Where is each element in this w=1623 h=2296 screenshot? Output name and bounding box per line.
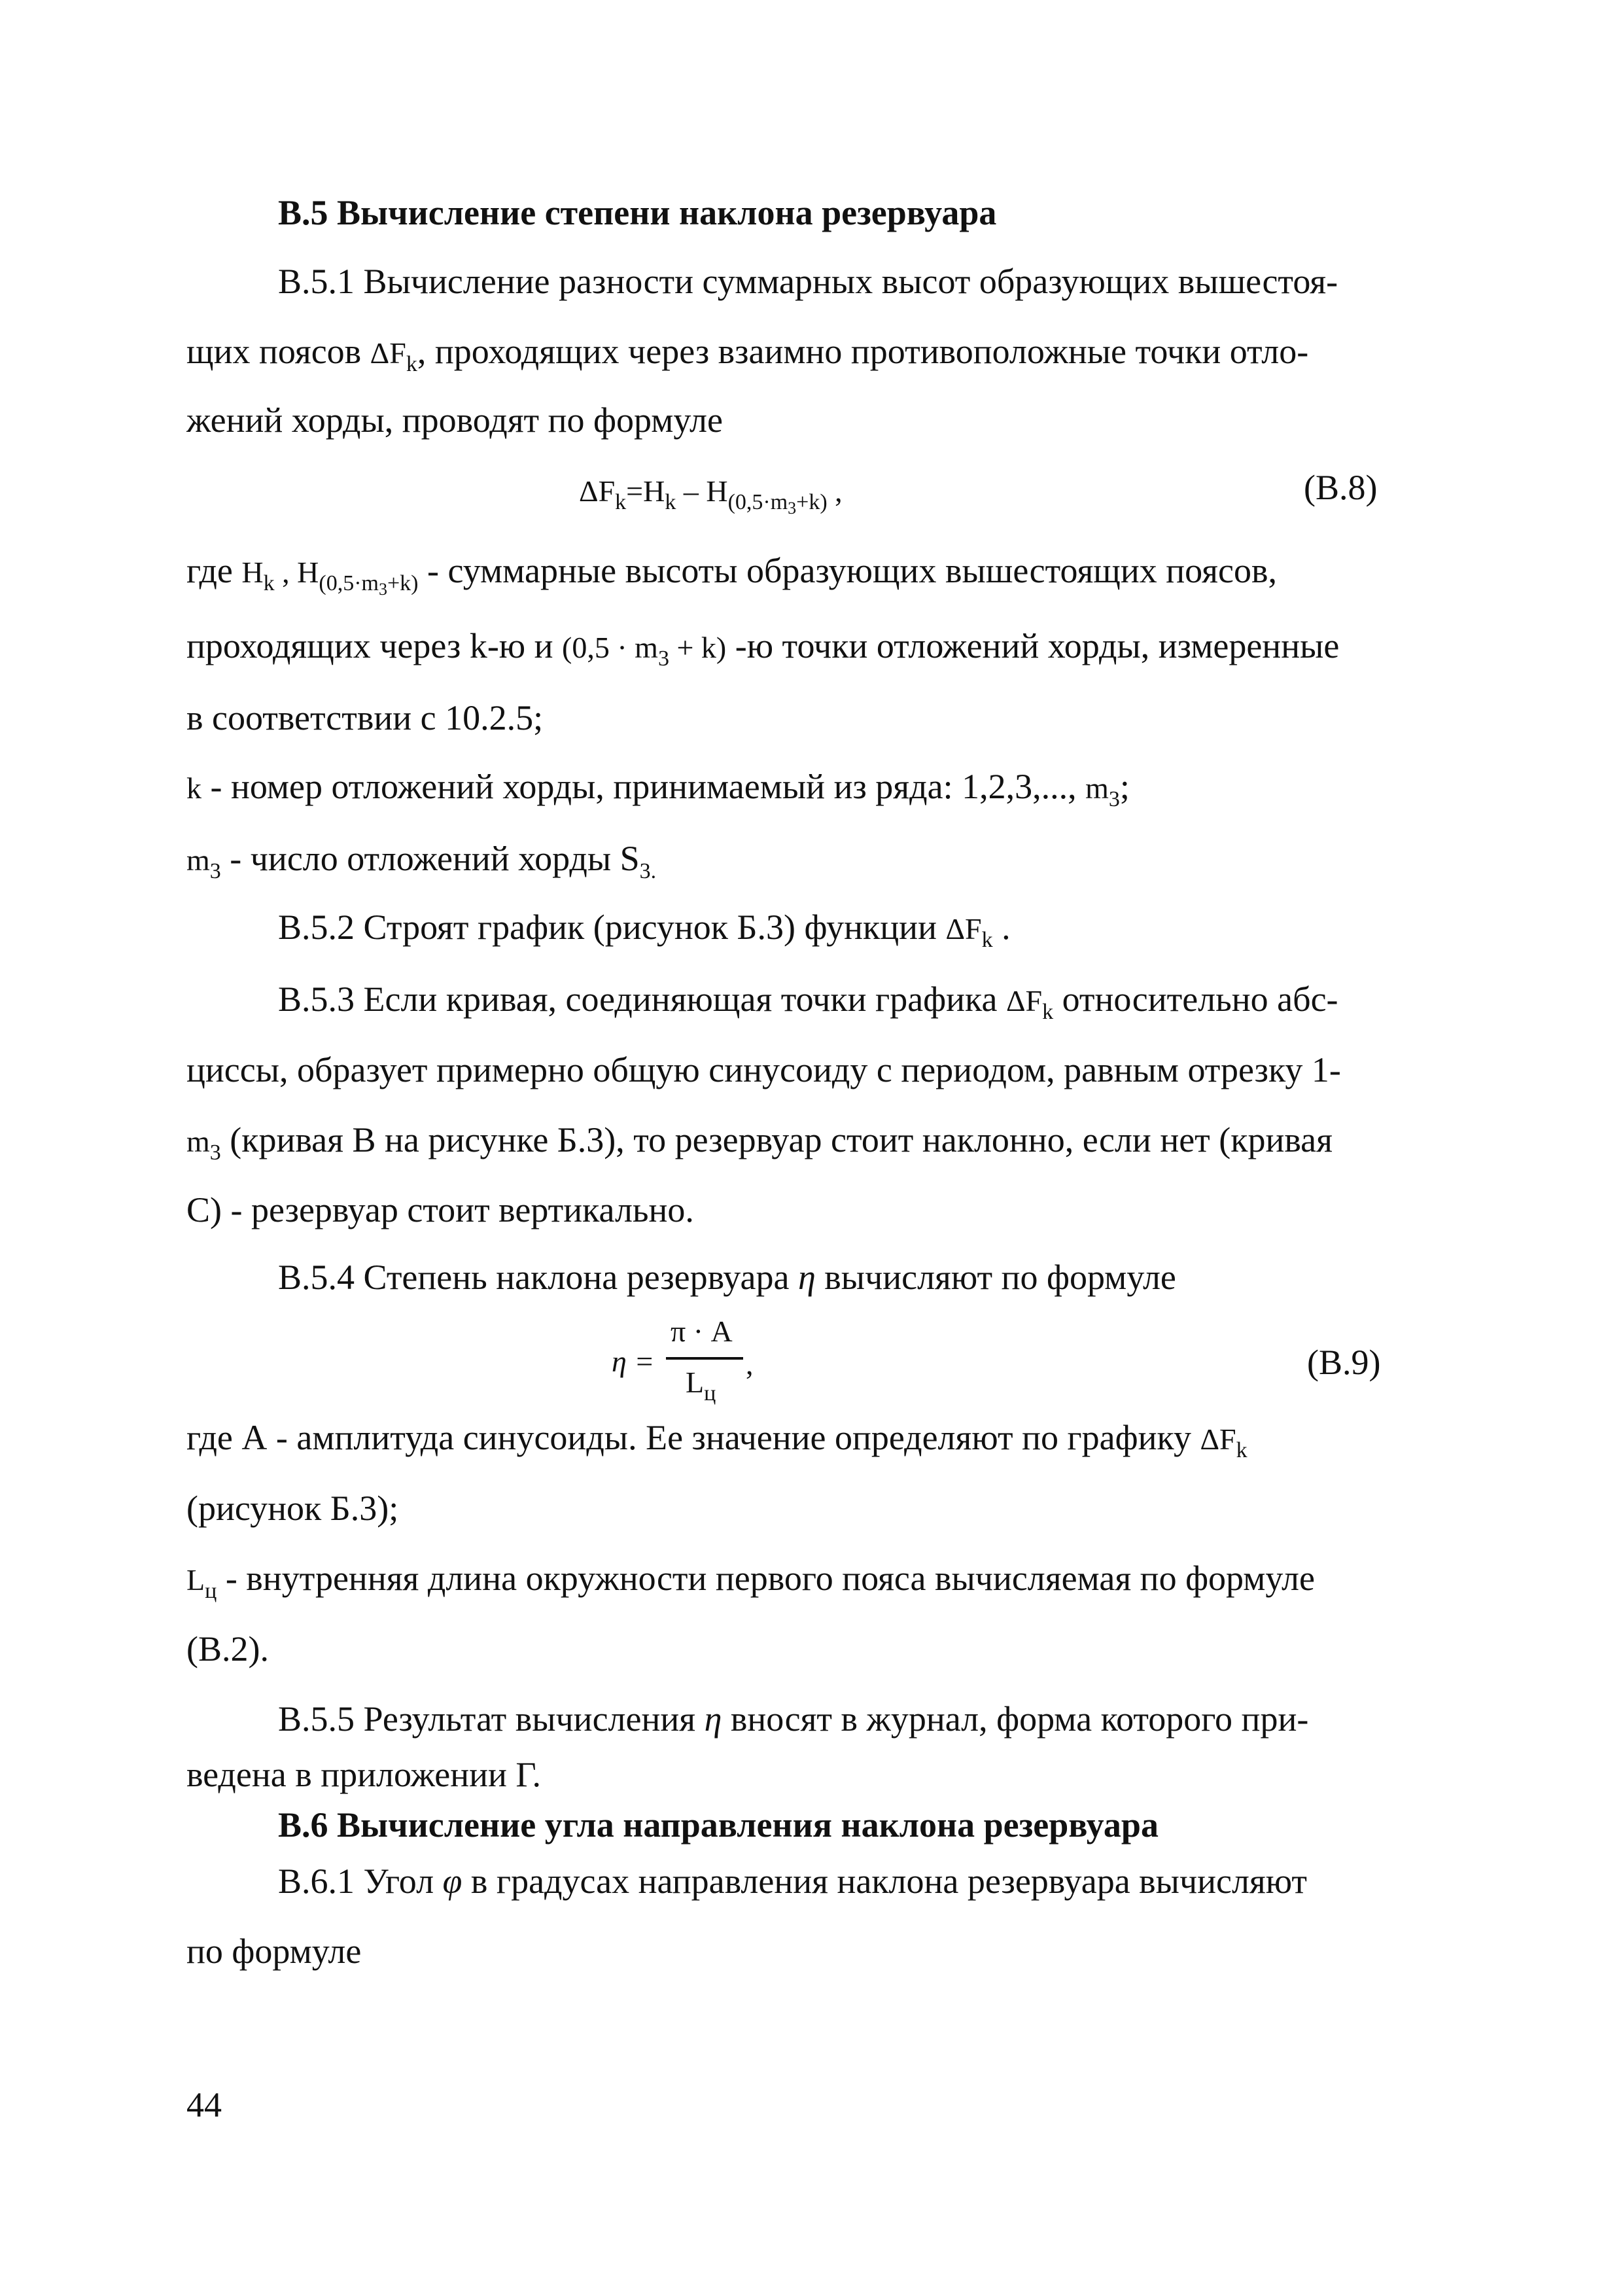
formula-b9-numerator: π · A — [671, 1315, 733, 1348]
paragraph-b6-1-line1: В.6.1 Угол φ в градусах направления наклона резервуара вычисляют — [278, 1862, 1307, 1901]
section-heading-b5: В.5 Вычисление степени наклона резервуара — [278, 193, 997, 232]
paragraph-b5-3-line1: В.5.3 Если кривая, соединяющая точки графика $\Delta F_k$ относительно абс- — [278, 980, 1338, 1024]
delta-f-symbol: ΔF — [370, 336, 406, 370]
where-b9-line3: $L_ц$ - внутренняя длина окружности первого пояса вычисляемая по формуле — [186, 1559, 1315, 1603]
paragraph-b5-3-line3: $m_3$ (кривая В на рисунке Б.3), то резервуар стоит наклонно, если нет (кривая — [186, 1120, 1333, 1165]
formula-b9-fraction-bar — [666, 1357, 743, 1360]
formula-b9-comma: , — [746, 1347, 754, 1381]
paragraph-b5-1-line1: В.5.1 Вычисление разности суммарных высот образующих вышестоя- — [278, 262, 1338, 301]
formula-b9-denominator: $L_ц$ — [686, 1366, 716, 1405]
where-b9-line2: (рисунок Б.3); — [186, 1489, 399, 1528]
eta-symbol: η — [798, 1258, 816, 1297]
where-b8-line1: где $H_k$ , $H_{(0,5\cdot m_3+k)}$ - суммарные высоты образующих вышестоящих поясов, — [186, 551, 1277, 599]
formula-b8: $\Delta F_k=H_k - H_{(0,5\cdot m_3+k)}$ , — [579, 474, 843, 518]
paragraph-b5-3-line4: С) - резервуар стоит вертикально. — [186, 1190, 694, 1229]
paragraph-b5-5-line1: В.5.5 Результат вычисления η вносят в журнал, форма которого при- — [278, 1699, 1309, 1739]
where-k-definition: k - номер отложений хорды, принимаемый из ряда: 1,2,3,..., $m_3$; — [186, 767, 1130, 811]
paragraph-b5-3-line2: циссы, образует примерно общую синусоиду с периодом, равным отрезку 1- — [186, 1050, 1341, 1089]
formula-b9-lhs: η = — [612, 1345, 655, 1378]
paragraph-b5-1-line3: жений хорды, проводят по формуле — [186, 400, 723, 440]
where-b9-line1: где А - амплитуда синусоиды. Ее значение определяют по графику $\Delta F_k$ — [186, 1418, 1248, 1462]
paragraph-b5-4: В.5.4 Степень наклона резервуара η вычисляют по формуле — [278, 1258, 1176, 1297]
paragraph-b5-5-line2: ведена в приложении Г. — [186, 1755, 542, 1794]
where-b8-line3: в соответствии с 10.2.5; — [186, 698, 544, 737]
page-number: 44 — [186, 2085, 222, 2125]
paragraph-b6-1-line2: по формуле — [186, 1932, 362, 1971]
where-m3-definition: $m_3$ - число отложений хорды $S_{3.}$ — [186, 839, 657, 883]
where-b9-line4: (В.2). — [186, 1629, 269, 1669]
section-heading-b6: В.6 Вычисление угла направления наклона резервуара — [278, 1805, 1159, 1845]
equation-number-b8: (В.8) — [1304, 468, 1378, 507]
paragraph-b5-1-line2: щих поясов $\Delta F_k$, проходящих через взаимно противоположные точки отло- — [186, 332, 1309, 376]
phi-symbol: φ — [442, 1862, 462, 1901]
equation-number-b9: (В.9) — [1307, 1343, 1381, 1382]
where-b8-line2: проходящих через k-ю и $(0,5 \cdot m_3 + k)$ -ю точки отложений хорды, измеренные — [186, 626, 1340, 671]
paragraph-b5-2: В.5.2 Строят график (рисунок Б.3) функции $\Delta F_k$ . — [278, 908, 1011, 952]
